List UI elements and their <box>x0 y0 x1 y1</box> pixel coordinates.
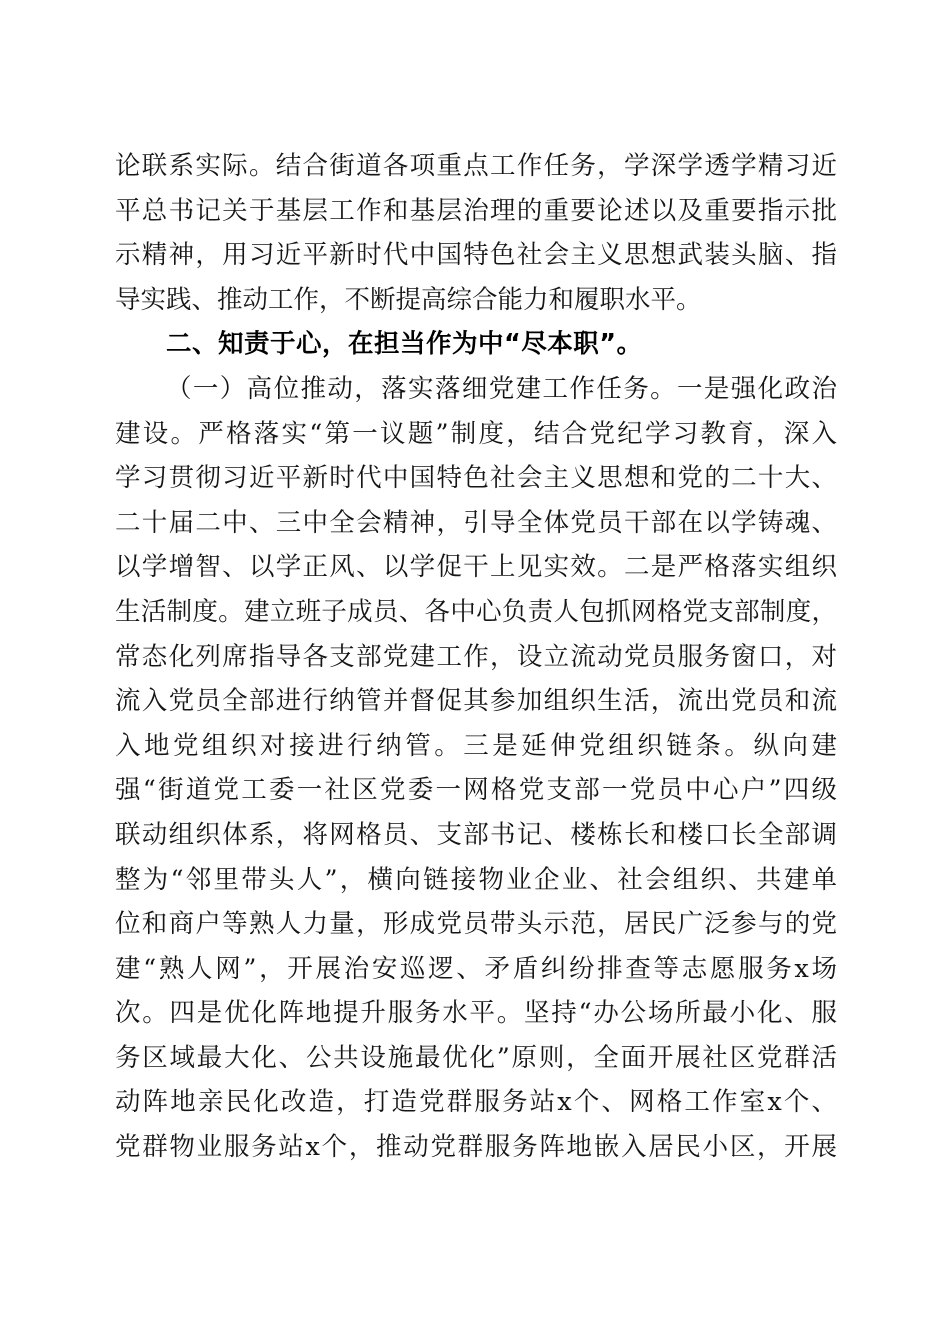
paragraph-line: 动阵地亲民化改造，打造党群服务站x个、网格工作室x个、 <box>115 1087 837 1118</box>
paragraph-line: 建“熟人网”，开展治安巡逻、矛盾纠纷排查等志愿服务x场 <box>115 953 837 984</box>
subsection-text-start: 一是强化政治 <box>677 373 837 404</box>
paragraph-line: 论联系实际。结合街道各项重点工作任务，学深学透学精习近 <box>115 151 837 181</box>
paragraph-line: 次。四是优化阵地提升服务水平。坚持“办公场所最小化、服 <box>115 998 837 1029</box>
paragraph-line: 联动组织体系，将网格员、支部书记、楼栋长和楼口长全部调 <box>115 819 837 850</box>
section-heading: 二、知责于心，在担当作为中“尽本职”。 <box>166 329 643 360</box>
subsection-title: （一）高位推动，落实落细党建工作任务。 <box>166 373 677 404</box>
paragraph-line: 党群物业服务站x个，推动党群服务阵地嵌入居民小区，开展 <box>115 1132 837 1163</box>
paragraph-line: 以学增智、以学正风、以学促干上见实效。二是严格落实组织 <box>115 552 837 583</box>
paragraph-line: 入地党组织对接进行纳管。三是延伸党组织链条。纵向建 <box>115 730 837 761</box>
paragraph-line: 平总书记关于基层工作和基层治理的重要论述以及重要指示批 <box>115 195 837 226</box>
paragraph-line: 示精神，用习近平新时代中国特色社会主义思想武装头脑、指 <box>115 240 837 271</box>
paragraph-line: 整为“邻里带头人”，横向链接物业企业、社会组织、共建单 <box>115 864 837 895</box>
paragraph-line: 强“街道党工委一社区党委一网格党支部一党员中心户”四级 <box>115 775 837 806</box>
paragraph-line: 生活制度。建立班子成员、各中心负责人包抓网格党支部制度， <box>115 596 837 627</box>
paragraph-line: 导实践、推动工作，不断提高综合能力和履职水平。 <box>115 284 702 315</box>
paragraph-line: 学习贯彻习近平新时代中国特色社会主义思想和党的二十大、 <box>115 463 837 494</box>
paragraph-line: 位和商户等熟人力量，形成党员带头示范，居民广泛参与的党 <box>115 909 837 940</box>
paragraph-line: 务区域最大化、公共设施最优化”原则，全面开展社区党群活 <box>115 1042 837 1073</box>
paragraph-line: 二十届二中、三中全会精神，引导全体党员干部在以学铸魂、 <box>115 507 837 538</box>
paragraph-line: 流入党员全部进行纳管并督促其参加组织生活，流出党员和流 <box>115 686 837 717</box>
paragraph-line: 建设。严格落实“第一议题”制度，结合党纪学习教育，深入 <box>115 418 837 449</box>
paragraph-line: 常态化列席指导各支部党建工作，设立流动党员服务窗口，对 <box>115 641 837 672</box>
subsection-first-line <box>115 367 837 412</box>
